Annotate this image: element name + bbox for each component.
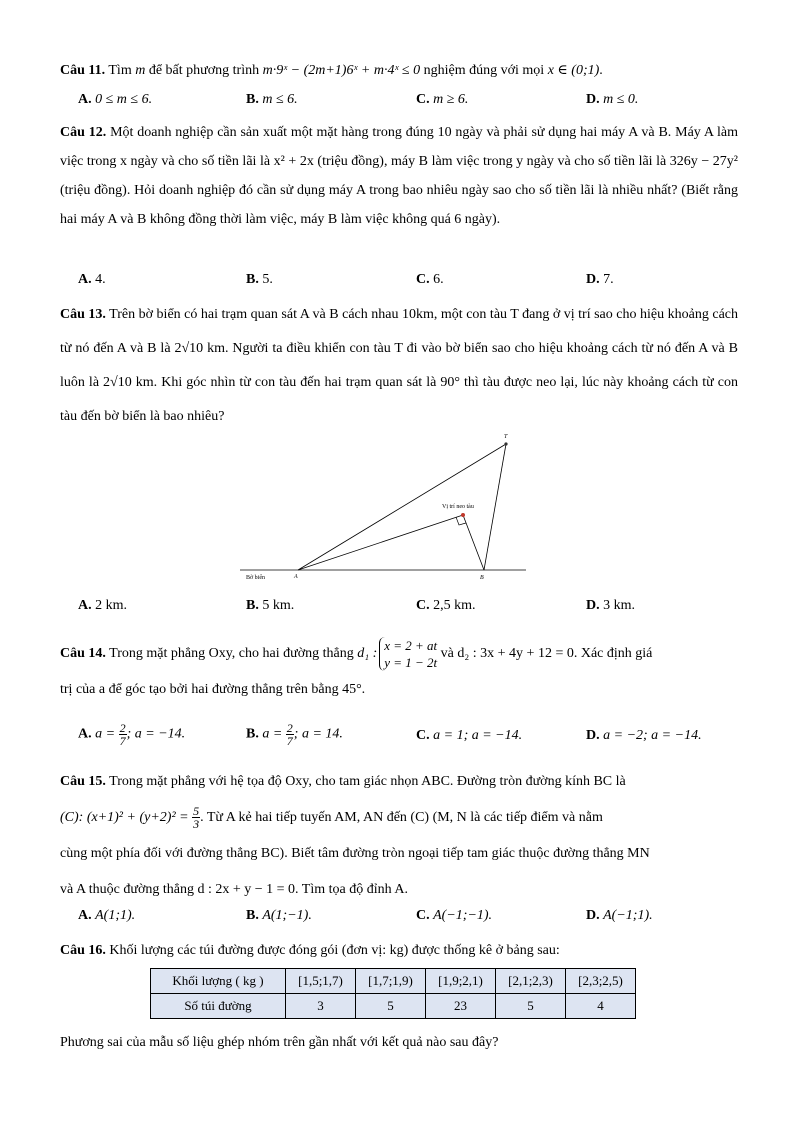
q11-option-b[interactable]: B. m ≤ 6. <box>246 92 298 107</box>
table-cell: [2,3;2,5) <box>566 969 636 994</box>
q12-label: Câu 12. <box>60 125 107 140</box>
label-shore: Bờ biển <box>246 575 266 581</box>
label-T: T <box>504 434 508 440</box>
q14-text-c: trị của a để góc tạo bởi hai đường thẳng trên bằng 45°. <box>60 682 366 697</box>
q15-circle: (C): (x+1)² + (y+2)² = <box>60 810 193 825</box>
label-anchor: Vị trí neo tàu <box>442 504 474 510</box>
q13-label: Câu 13. <box>60 307 106 322</box>
q11-domain: x ∈ (0;1) <box>547 63 600 78</box>
table-cell: [2,1;2,3) <box>496 969 566 994</box>
question-16 <box>60 938 738 963</box>
q14-d1: d₁ : <box>357 646 378 661</box>
table-row <box>151 969 636 994</box>
q11-var: m <box>135 63 146 78</box>
question-14 <box>60 636 738 708</box>
q15-option-c[interactable]: C. A(−1;−1). <box>416 908 493 923</box>
question-12 <box>60 118 738 234</box>
q14-text-a: Trong mặt phẳng Oxy, cho hai đường thẳng <box>105 646 358 661</box>
q14-label: Câu 14. <box>60 646 106 661</box>
segment-AT <box>298 444 506 570</box>
table-cell: 5 <box>496 994 566 1019</box>
label-B: B <box>480 575 484 581</box>
q14-option-d[interactable]: D. a = −2; a = −14. <box>586 728 702 743</box>
q11-option-a[interactable]: A. 0 ≤ m ≤ 6. <box>78 92 153 107</box>
q11-text-c: nghiệm đúng với mọi <box>420 63 548 78</box>
q15-options <box>78 908 738 928</box>
q13-options <box>78 598 738 618</box>
q13-option-c[interactable]: C. 2,5 km. <box>416 598 476 613</box>
table-cell: [1,5;1,7) <box>286 969 356 994</box>
q12-option-b[interactable]: B. 5. <box>246 272 273 287</box>
q15-line3: cùng một phía đối với đường thẳng BC). Biết tâm đường tròn ngoại tiếp tam giác thuộc đường thẳng MN <box>60 846 650 861</box>
q16-table <box>150 968 636 1019</box>
q13-figure <box>230 428 530 588</box>
segment-B-anchor <box>463 515 484 570</box>
q15-line4: và A thuộc đường thẳng d : 2x + y − 1 = 0. Tìm tọa độ đỉnh A. <box>60 882 408 897</box>
q11-end: . <box>599 63 603 78</box>
q14-system: x = 2 + at y = 1 − 2t <box>379 637 437 671</box>
table-cell: 23 <box>426 994 496 1019</box>
q13-text: Trên bờ biển có hai trạm quan sát A và B cách nhau 10km, một con tàu T đang ở vị trí sao cho hiệu khoảng cách từ nó đến A và B là 2√10 km. Người ta điều khiển con tàu T đi vào bờ biển sao cho hiệu khoảng cách từ nó đến A và B luôn là 2√10 km. Khi góc nhìn từ con tàu đến hai trạm quan sát là 90° thì tàu được neo lại, lúc này khoảng cách từ con tàu đến bờ biển là bao nhiêu? <box>60 307 738 424</box>
q14-option-c[interactable]: C. a = 1; a = −14. <box>416 728 523 743</box>
table-cell: 3 <box>286 994 356 1019</box>
table-header-weight: Khối lượng ( kg ) <box>151 969 286 994</box>
q12-option-d[interactable]: D. 7. <box>586 272 614 287</box>
table-row <box>151 994 636 1019</box>
segment-BT <box>484 444 506 570</box>
label-A: A <box>294 574 298 580</box>
q15-option-d[interactable]: D. A(−1;1). <box>586 908 653 923</box>
q16-label: Câu 16. <box>60 943 106 958</box>
question-11 <box>60 58 738 83</box>
table-cell: [1,7;1,9) <box>356 969 426 994</box>
table-cell: 5 <box>356 994 426 1019</box>
question-15: Câu 15. Trong mặt phẳng với hệ tọa độ Oxy, cho tam giác nhọn ABC. Đường tròn đường kính BC là (C): (x+1)² + (y+2)² = $\frac{5}{3}$ . Từ A kẻ hai tiếp tuyến AM, AN đến (C) (M, N là các tiếp điểm và nằm cùng một phía đối với đường thẳng BC). Biết tâm đường tròn ngoại tiếp tam giác thuộc đường thẳng MN và A thuộc đường thẳng d : 2x + y − 1 = 0. Tìm tọa độ đỉnh A. <box>60 774 650 897</box>
q11-options <box>78 92 738 112</box>
table-header-count: Số túi đường <box>151 994 286 1019</box>
q11-option-d[interactable]: D. m ≤ 0. <box>586 92 639 107</box>
point-anchor <box>461 513 465 517</box>
q11-label: Câu 11. <box>60 63 106 78</box>
q14-option-b[interactable]: B. a = $\frac{2}{7}$ ; a = 14. <box>246 721 343 748</box>
q15-option-b[interactable]: B. A(1;−1). <box>246 908 312 923</box>
q14-text-b: và d₂ : 3x + 4y + 12 = 0. Xác định giá <box>437 646 653 661</box>
q14-option-a[interactable]: A. a = $\frac{2}{7}$ ; a = −14. <box>78 721 186 748</box>
q12-option-c[interactable]: C. 6. <box>416 272 444 287</box>
q15-line1: Trong mặt phẳng với hệ tọa độ Oxy, cho tam giác nhọn ABC. Đường tròn đường kính BC là <box>105 774 626 789</box>
q11-formula: m·9ˣ − (2m+1)6ˣ + m·4ˣ ≤ 0 <box>262 63 421 78</box>
q12-options <box>78 272 738 292</box>
question-13 <box>60 298 738 434</box>
q15-option-a[interactable]: A. A(1;1). <box>78 908 136 923</box>
q13-option-b[interactable]: B. 5 km. <box>246 598 295 613</box>
table-cell: 4 <box>566 994 636 1019</box>
q15-line2: . Từ A kẻ hai tiếp tuyến AM, AN đến (C) (M, N là các tiếp điểm và nằm <box>200 810 603 825</box>
q15-label: Câu 15. <box>60 774 106 789</box>
q13-option-a[interactable]: A. 2 km. <box>78 598 128 613</box>
q12-option-a[interactable]: A. 4. <box>78 272 106 287</box>
segment-A-anchor <box>298 515 463 570</box>
q11-option-c[interactable]: C. m ≥ 6. <box>416 92 469 107</box>
q12-text: Một doanh nghiệp cần sản xuất một mặt hàng trong đúng 10 ngày và phải sử dụng hai máy A và B. Máy A làm việc trong x ngày và cho số tiền lãi là x² + 2x (triệu đồng), máy B làm việc trong y ngày và cho số tiền lãi là 326y − 27y² (triệu đồng). Hỏi doanh nghiệp đó cần sử dụng máy A trong bao nhiêu ngày sao cho số tiền lãi là nhiều nhất? (Biết rằng hai máy A và B không đồng thời làm việc, máy B làm việc không quá 6 ngày). <box>60 125 738 227</box>
point-T <box>504 442 507 445</box>
q14-options <box>78 722 738 752</box>
q13-option-d[interactable]: D. 3 km. <box>586 598 636 613</box>
q16-text: Khối lượng các túi đường được đóng gói (đơn vị: kg) được thống kê ở bảng sau: <box>105 943 560 958</box>
q11-text: Tìm <box>105 63 136 78</box>
q11-text-b: để bất phương trình <box>145 63 263 78</box>
q16-question: Phương sai của mẫu số liệu ghép nhóm trên gần nhất với kết quả nào sau đây? <box>60 1035 499 1050</box>
table-cell: [1,9;2,1) <box>426 969 496 994</box>
